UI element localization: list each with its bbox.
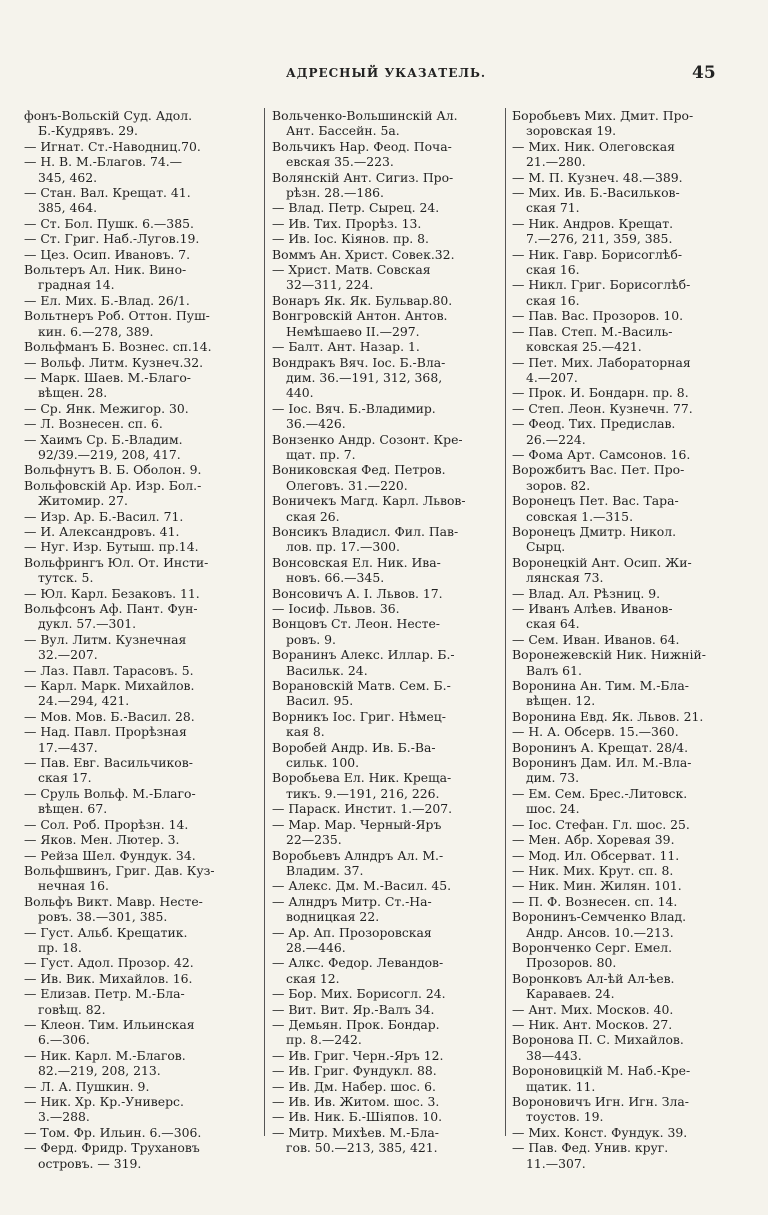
directory-line: Вонсовская Ел. Ник. Ива- bbox=[272, 554, 441, 570]
directory-line: — Іос. Стефан. Гл. шос. 25. bbox=[512, 816, 690, 832]
running-title: АДРЕСНЫЙ УКАЗАТЕЛЬ. bbox=[286, 66, 487, 80]
directory-line: Воничекъ Магд. Карл. Львов- bbox=[272, 493, 466, 509]
directory-line: Вольчикъ Нар. Феод. Поча- bbox=[272, 138, 452, 154]
directory-line: Б.-Кудрявъ. 29. bbox=[38, 123, 138, 139]
directory-line: — М. П. Кузнеч. 48.—389. bbox=[512, 169, 683, 185]
directory-line: Вольфшвинъ, Григ. Дав. Куз- bbox=[24, 862, 215, 878]
directory-line: — Ив. Тих. Прорѣз. 13. bbox=[272, 215, 422, 231]
directory-line: рѣзн. 28.—186. bbox=[286, 185, 384, 201]
directory-line: Воронинъ А. Крещат. 28/4. bbox=[512, 739, 689, 755]
directory-line: — Іосиф. Львов. 36. bbox=[272, 601, 400, 616]
directory-line: Вольтеръ Ал. Ник. Вино- bbox=[24, 262, 187, 278]
directory-line: — Алндръ Митр. Ст.-На- bbox=[272, 893, 432, 909]
directory-line: — Л. А. Пушкин. 9. bbox=[24, 1078, 150, 1094]
directory-line: Вольтнеръ Роб. Оттон. Пуш- bbox=[24, 308, 210, 324]
directory-line: Воронина Ан. Тим. М.-Бла- bbox=[512, 678, 689, 694]
directory-line: гов. 50.—213, 385, 421. bbox=[286, 1140, 438, 1156]
directory-line: ская 12. bbox=[286, 970, 340, 986]
directory-line: — Ст. Бол. Пушк. 6.—385. bbox=[24, 215, 194, 231]
directory-line: — Вит. Вит. Яр.-Валъ 34. bbox=[272, 1001, 435, 1017]
directory-column-1 bbox=[24, 108, 260, 1171]
page-number: 45 bbox=[692, 63, 716, 83]
directory-line: — Мар. Мар. Черный-Яръ bbox=[272, 816, 442, 832]
directory-line: Вороновицкій М. Наб.-Кре- bbox=[512, 1063, 691, 1079]
directory-line: — Л. Вознесен. сп. 6. bbox=[24, 416, 163, 432]
directory-line: Сырц. bbox=[526, 539, 566, 555]
directory-line: — Мих. Ив. Б.-Васильков- bbox=[512, 185, 680, 201]
directory-line: Волянскій Ант. Сигиз. Про- bbox=[272, 169, 454, 185]
directory-line: — Хаимъ Ср. Б.-Владим. bbox=[24, 431, 183, 447]
directory-line: Вороновичъ Игн. Игн. Зла- bbox=[512, 1094, 689, 1109]
directory-line: Воронецъ Дмитр. Никол. bbox=[512, 523, 677, 539]
directory-line: фонъ-Вольскій Суд. Адол. bbox=[24, 108, 193, 123]
directory-line: островъ. — 319. bbox=[38, 1155, 142, 1171]
directory-line: — Пав. Степ. М.-Василь- bbox=[512, 323, 673, 339]
directory-line: Васильк. 24. bbox=[286, 662, 368, 678]
directory-line: Ант. Бассейн. 5а. bbox=[286, 123, 400, 139]
directory-line: Вольфнутъ В. Б. Оболон. 9. bbox=[24, 462, 202, 478]
directory-line: Воранинъ Алекс. Иллар. Б.- bbox=[272, 647, 455, 663]
directory-line: тутск. 5. bbox=[38, 570, 94, 586]
directory-line: Караваев. 24. bbox=[526, 986, 615, 1002]
directory-line: — Н. В. М.-Благов. 74.— bbox=[24, 154, 183, 170]
directory-column-2 bbox=[272, 108, 508, 1156]
directory-line: — Влад. Ал. Рѣзниц. 9. bbox=[512, 585, 661, 601]
directory-line: — Алкс. Федор. Левандов- bbox=[272, 955, 444, 971]
directory-line: — Феод. Тих. Предислав. bbox=[512, 416, 676, 432]
directory-line: — Сем. Иван. Иванов. 64. bbox=[512, 631, 680, 647]
directory-line: — Влад. Петр. Сырец. 24. bbox=[272, 200, 440, 216]
directory-line: — Елизав. Петр. М.-Бла- bbox=[24, 986, 185, 1002]
directory-line: Воробьевъ Алндръ Ал. М.- bbox=[272, 847, 444, 863]
directory-line: водницкая 22. bbox=[286, 909, 380, 925]
directory-line: — Ник. Гавр. Борисоглѣб- bbox=[512, 246, 683, 262]
directory-line: — Митр. Михѣев. М.-Бла- bbox=[272, 1124, 439, 1140]
directory-line: Воронова П. С. Михайлов. bbox=[512, 1032, 684, 1048]
directory-line: — Мен. Абр. Хоревая 39. bbox=[512, 832, 675, 848]
directory-line: — Пав. Фед. Унив. круг. bbox=[512, 1140, 669, 1156]
directory-line: — Прок. И. Бондарн. пр. 8. bbox=[512, 385, 689, 401]
directory-line: — Ср. Янк. Межигор. 30. bbox=[24, 400, 189, 416]
directory-line: — Лаз. Павл. Тарасовъ. 5. bbox=[24, 662, 194, 678]
directory-line: дукл. 57.—301. bbox=[38, 616, 137, 632]
directory-line: Воробьева Ел. Ник. Креща- bbox=[272, 770, 452, 786]
directory-line: — Ник. Карл. М.-Благов. bbox=[24, 1047, 186, 1063]
directory-line: — Сруль Вольф. М.-Благо- bbox=[24, 785, 196, 801]
directory-line: лянская 73. bbox=[526, 570, 604, 586]
directory-line: ская 17. bbox=[38, 770, 92, 786]
directory-line: — Ив. Вик. Михайлов. 16. bbox=[24, 970, 193, 986]
directory-line: Воробей Андр. Ив. Б.-Ва- bbox=[272, 739, 436, 755]
directory-line: Воронинъ Дам. Ил. М.-Вла- bbox=[512, 755, 692, 771]
directory-line: 24.—294, 421. bbox=[38, 693, 130, 709]
directory-line: — Степ. Леон. Кузнечн. 77. bbox=[512, 400, 693, 416]
directory-line: — Карл. Марк. Михайлов. bbox=[24, 678, 195, 694]
directory-line: 17.—437. bbox=[38, 739, 98, 755]
directory-column-3 bbox=[512, 108, 748, 1171]
directory-line: — Густ. Альб. Крещатик. bbox=[24, 924, 188, 940]
directory-line: Вониковская Фед. Петров. bbox=[272, 462, 446, 478]
directory-line: Валъ 61. bbox=[526, 662, 582, 678]
directory-line: — Мод. Ил. Обсерват. 11. bbox=[512, 847, 680, 863]
directory-line: ская 71. bbox=[526, 200, 580, 216]
directory-line: — Ем. Сем. Брес.-Литовск. bbox=[512, 785, 688, 801]
directory-line: — Н. А. Обсерв. 15.—360. bbox=[512, 724, 679, 740]
directory-line: Воронина Евд. Як. Львов. 21. bbox=[512, 708, 704, 724]
directory-line: Вондракъ Вяч. Іос. Б.-Вла- bbox=[272, 354, 446, 370]
directory-line: — Иванъ Алѣев. Иванов- bbox=[512, 601, 673, 616]
directory-line: Владим. 37. bbox=[286, 862, 364, 878]
directory-line: — Ив. Дм. Набер. шос. 6. bbox=[272, 1078, 436, 1094]
directory-line: Боробьевъ Мих. Дмит. Про- bbox=[512, 108, 694, 123]
directory-line: Воронченко Серг. Емел. bbox=[512, 939, 673, 955]
directory-line: Воронежевскій Ник. Нижній- bbox=[512, 647, 706, 663]
directory-line: Вольфманъ Б. Вознес. сп.14. bbox=[24, 339, 212, 355]
directory-line: 11.—307. bbox=[526, 1155, 586, 1171]
directory-line: — Ив. Григ. Черн.-Яръ 12. bbox=[272, 1047, 444, 1063]
directory-line: дим. 73. bbox=[526, 770, 580, 786]
directory-line: 92/39.—219, 208, 417. bbox=[38, 446, 181, 462]
directory-line: 22—235. bbox=[286, 832, 342, 848]
directory-line: — И. Александровъ. 41. bbox=[24, 523, 180, 539]
directory-line: 385, 464. bbox=[38, 200, 98, 216]
directory-line: Воронковъ Ал-ѣй Ал-ѣев. bbox=[512, 970, 675, 986]
directory-line: 36.—426. bbox=[286, 416, 346, 432]
directory-line: — Ник. Хр. Кр.-Универс. bbox=[24, 1094, 184, 1109]
directory-line: Вонаръ Як. Як. Бульвар.80. bbox=[272, 292, 453, 308]
directory-line: — Демьян. Прок. Бондар. bbox=[272, 1016, 440, 1032]
directory-line: Ворникъ Іос. Григ. Нѣмец- bbox=[272, 708, 446, 724]
directory-line: — Фома Арт. Самсонов. 16. bbox=[512, 446, 691, 462]
directory-line: — Марк. Шаев. М.-Благо- bbox=[24, 369, 191, 385]
directory-line: ровъ. 38.—301, 385. bbox=[38, 909, 168, 925]
directory-line: — Ив. Ив. Житом. шос. 3. bbox=[272, 1094, 440, 1109]
directory-line: зоров. 82. bbox=[526, 477, 591, 493]
directory-line: Вольфсонъ Аф. Пант. Фун- bbox=[24, 601, 198, 616]
directory-line: — Пав. Евг. Васильчиков- bbox=[24, 755, 193, 771]
directory-line: — Изр. Ар. Б.-Васил. 71. bbox=[24, 508, 184, 524]
directory-line: вѣщен. 67. bbox=[38, 801, 108, 817]
directory-line: ская 16. bbox=[526, 292, 580, 308]
directory-line: говѣщ. 82. bbox=[38, 1001, 106, 1017]
directory-line: пр. 18. bbox=[38, 939, 82, 955]
directory-line: 38—443. bbox=[526, 1047, 582, 1063]
directory-line: — Том. Фр. Ильин. 6.—306. bbox=[24, 1124, 202, 1140]
directory-line: ковская 25.—421. bbox=[526, 339, 642, 355]
directory-line: — Іос. Вяч. Б.-Владимир. bbox=[272, 400, 436, 416]
directory-line: — Вольф. Литм. Кузнеч.32. bbox=[24, 354, 204, 370]
directory-line: кин. 6.—278, 389. bbox=[38, 323, 154, 339]
directory-line: 82.—219, 208, 213. bbox=[38, 1063, 161, 1079]
directory-line: ровъ. 9. bbox=[286, 631, 336, 647]
directory-line: вѣщен. 12. bbox=[526, 693, 596, 709]
directory-line: 7.—276, 211, 359, 385. bbox=[526, 231, 673, 247]
directory-line: Воронинъ-Семченко Влад. bbox=[512, 909, 687, 925]
directory-line: совская 1.—315. bbox=[526, 508, 634, 524]
directory-line: — П. Ф. Вознесен. сп. 14. bbox=[512, 893, 678, 909]
directory-line: — Балт. Ант. Назар. 1. bbox=[272, 339, 420, 355]
directory-line: дим. 36.—191, 312, 368, bbox=[286, 369, 443, 385]
directory-line: тикъ. 9.—191, 216, 226. bbox=[286, 785, 440, 801]
directory-line: Немѣшаево II.—297. bbox=[286, 323, 420, 339]
column-rule bbox=[264, 108, 265, 1136]
directory-line: Вольченко-Вольшинскій Ал. bbox=[272, 108, 458, 123]
directory-line: 32—311, 224. bbox=[286, 277, 374, 293]
directory-line: — Пет. Мих. Лабораторная bbox=[512, 354, 691, 370]
directory-line: щатик. 11. bbox=[526, 1078, 596, 1094]
directory-line: — Христ. Матв. Совская bbox=[272, 262, 431, 278]
directory-line: тоустов. 19. bbox=[526, 1109, 604, 1125]
directory-line: ская 64. bbox=[526, 616, 580, 632]
directory-line: — Клеон. Тим. Ильинская bbox=[24, 1016, 195, 1032]
directory-line: новъ. 66.—345. bbox=[286, 570, 385, 586]
directory-line: евская 35.—223. bbox=[286, 154, 394, 170]
directory-line: лов. пр. 17.—300. bbox=[286, 539, 400, 555]
page-header bbox=[0, 63, 768, 88]
directory-line: — Мих. Конст. Фундук. 39. bbox=[512, 1124, 688, 1140]
directory-line: — Алекс. Дм. М.-Васил. 45. bbox=[272, 878, 452, 894]
directory-line: Васил. 95. bbox=[286, 693, 354, 709]
directory-line: — Ник. Ант. Москов. 27. bbox=[512, 1016, 673, 1032]
directory-line: — Нуг. Изр. Бутыш. пр.14. bbox=[24, 539, 199, 555]
directory-line: — Ст. Григ. Наб.-Лугов.19. bbox=[24, 231, 200, 247]
directory-line: — Ант. Мих. Москов. 40. bbox=[512, 1001, 674, 1017]
directory-line: 32.—207. bbox=[38, 647, 98, 663]
directory-line: Воронецъ Пет. Вас. Тара- bbox=[512, 493, 679, 509]
directory-line: ская 26. bbox=[286, 508, 340, 524]
directory-line: — Юл. Карл. Безаковъ. 11. bbox=[24, 585, 200, 601]
directory-line: — Ник. Андров. Крещат. bbox=[512, 215, 674, 231]
directory-line: 28.—446. bbox=[286, 939, 346, 955]
directory-line: — Цез. Осип. Ивановъ. 7. bbox=[24, 246, 191, 262]
directory-line: кая 8. bbox=[286, 724, 325, 740]
directory-line: — Ив. Іос. Кіянов. пр. 8. bbox=[272, 231, 429, 247]
directory-line: — Никл. Григ. Борисоглѣб- bbox=[512, 277, 691, 293]
directory-line: — Ферд. Фридр. Трухановъ bbox=[24, 1140, 200, 1156]
directory-line: — Ник. Мин. Жилян. 101. bbox=[512, 878, 682, 894]
directory-line: Андр. Ансов. 10.—213. bbox=[526, 924, 674, 940]
directory-line: Вольфрингъ Юл. От. Инсти- bbox=[24, 554, 209, 570]
directory-line: — Пав. Вас. Прозоров. 10. bbox=[512, 308, 684, 324]
directory-line: ская 16. bbox=[526, 262, 580, 278]
directory-line: Воммъ Ан. Христ. Совек.32. bbox=[272, 246, 455, 262]
directory-line: 3.—288. bbox=[38, 1109, 90, 1125]
directory-line: вѣщен. 28. bbox=[38, 385, 108, 401]
directory-line: — Стан. Вал. Крещат. 41. bbox=[24, 185, 191, 201]
directory-line: 6.—306. bbox=[38, 1032, 90, 1048]
directory-line: — Сол. Роб. Прорѣзн. 14. bbox=[24, 816, 189, 832]
directory-line: — Над. Павл. Прорѣзная bbox=[24, 724, 187, 740]
directory-line: пр. 8.—242. bbox=[286, 1032, 362, 1048]
directory-line: Вонсовичъ А. І. Львов. 17. bbox=[272, 585, 443, 601]
directory-line: — Бор. Мих. Борисогл. 24. bbox=[272, 986, 446, 1002]
directory-line: зоровская 19. bbox=[526, 123, 617, 139]
directory-line: 4.—207. bbox=[526, 369, 578, 385]
directory-line: щат. пр. 7. bbox=[286, 446, 356, 462]
directory-line: 345, 462. bbox=[38, 169, 98, 185]
directory-line: Ворожбитъ Вас. Пет. Про- bbox=[512, 462, 685, 478]
directory-line: градная 14. bbox=[38, 277, 115, 293]
directory-line: 440. bbox=[286, 385, 314, 401]
directory-line: — Игнат. Ст.-Наводниц.70. bbox=[24, 138, 201, 154]
directory-line: — Ив. Григ. Фундукл. 88. bbox=[272, 1063, 437, 1079]
directory-line: — Яков. Мен. Лютер. 3. bbox=[24, 832, 180, 848]
directory-line: Воронецкій Ант. Осип. Жи- bbox=[512, 554, 692, 570]
directory-line: Вонсикъ Владисл. Фил. Пав- bbox=[272, 523, 459, 539]
directory-line: Вольфовскій Ар. Изр. Бол.- bbox=[24, 477, 202, 493]
directory-line: Вонзенко Андр. Созонт. Кре- bbox=[272, 431, 463, 447]
directory-line: — Мов. Мов. Б.-Васил. 28. bbox=[24, 708, 195, 724]
directory-line: 21.—280. bbox=[526, 154, 586, 170]
directory-line: — Вул. Литм. Кузнечная bbox=[24, 631, 187, 647]
directory-line: 26.—224. bbox=[526, 431, 586, 447]
directory-line: Вольфъ Викт. Мавр. Несте- bbox=[24, 893, 203, 909]
directory-line: Олеговъ. 31.—220. bbox=[286, 477, 408, 493]
directory-line: сильк. 100. bbox=[286, 755, 360, 771]
directory-line: — Ар. Ап. Прозоровская bbox=[272, 924, 432, 940]
directory-line: — Параск. Инстит. 1.—207. bbox=[272, 801, 453, 817]
directory-line: Прозоров. 80. bbox=[526, 955, 617, 971]
directory-line: Ворановскій Матв. Сем. Б.- bbox=[272, 678, 451, 694]
directory-line: Вонгровскій Антон. Антов. bbox=[272, 308, 448, 324]
directory-line: — Ник. Мих. Крут. сп. 8. bbox=[512, 862, 674, 878]
directory-line: нечная 16. bbox=[38, 878, 109, 894]
directory-line: — Густ. Адол. Прозор. 42. bbox=[24, 955, 194, 971]
directory-line: шос. 24. bbox=[526, 801, 580, 817]
directory-line: Житомир. 27. bbox=[38, 493, 128, 509]
directory-line: Вонцовъ Ст. Леон. Несте- bbox=[272, 616, 440, 632]
directory-line: — Рейза Шел. Фундук. 34. bbox=[24, 847, 196, 863]
directory-line: — Мих. Ник. Олеговская bbox=[512, 138, 676, 154]
directory-line: — Ив. Ник. Б.-Шіяпов. 10. bbox=[272, 1109, 443, 1125]
directory-line: — Ел. Мих. Б.-Влад. 26/1. bbox=[24, 292, 190, 308]
